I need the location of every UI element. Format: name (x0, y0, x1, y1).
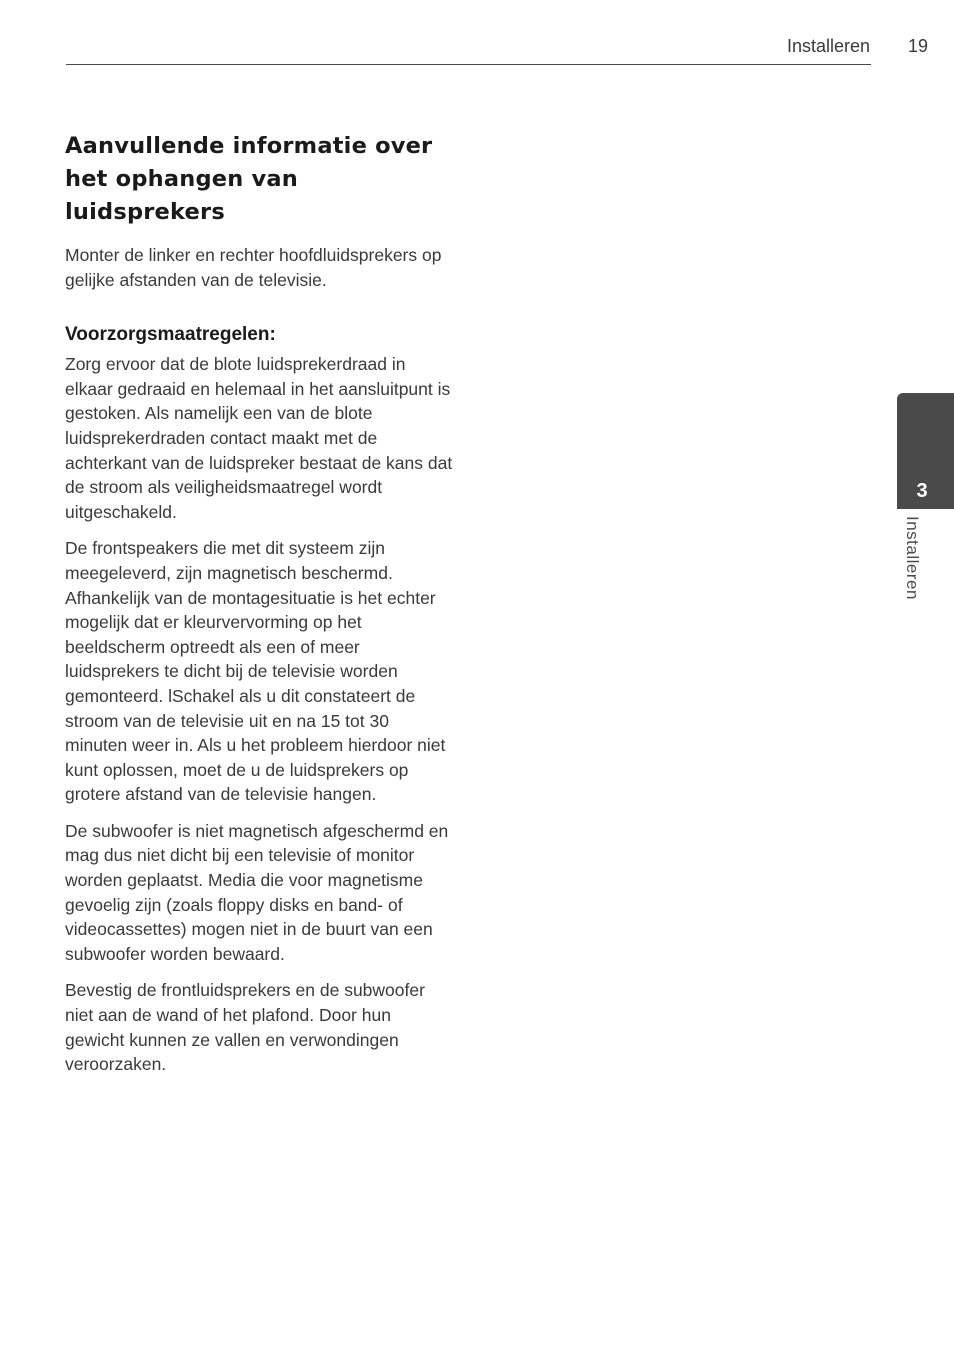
paragraph-mounting-warning: Bevestig de frontluidsprekers en de subwoofer niet aan de wand of het plafond. Door hun gewicht kunnen ze vallen en verwondingen veroorzaken. (65, 980, 425, 1075)
precautions-heading: Voorzorgsmaatregelen: (65, 324, 276, 346)
chapter-tab (897, 393, 954, 509)
page-number: 19 (908, 36, 929, 56)
chapter-number: 3 (916, 480, 928, 502)
chapter-label: Installeren (903, 516, 922, 600)
paragraph-speaker-wire: Zorg ervoor dat de blote luidsprekerdraad in elkaar gedraaid en helemaal in het aansluitpunt is gestoken. Als namelijk een van de blote luidsprekerdraden contact maakt met de achterkant van de luidspreker bestaat de kans dat de stroom als veiligheidsmaatregel wordt uitgeschakeld. (65, 354, 453, 522)
main-content (65, 130, 455, 1089)
header-divider (66, 64, 871, 65)
section-title: Aanvullende informatie over het ophangen van luidsprekers (65, 133, 433, 225)
paragraph-subwoofer: De subwoofer is niet magnetisch afgeschermd en mag dus niet dicht bij een televisie of monitor worden geplaatst. Media die voor magnetisme gevoelig zijn (zoals floppy disks en band- of videocassettes) mogen niet in de buurt van een subwoofer worden bewaard. (65, 820, 449, 964)
header-section-title: Installeren (786, 36, 870, 56)
intro-paragraph: Monter de linker en rechter hoofdluidsprekers op gelijke afstanden van de televisie. (65, 245, 442, 290)
paragraph-magnetic-shielding: De frontspeakers die met dit systeem zijn meegeleverd, zijn magnetisch beschermd. Afhankelijk van de montagesituatie is het echter mogelijk dat er kleurvervorming op het beeldscherm optreedt als een of meer luidsprekers te dicht bij de televisie worden gemonteerd. lSchakel als u dit constateert de stroom van de televisie uit en na 15 tot 30 minuten weer in. Als u het probleem hierdoor niet kunt oplossen, moet de u de luidsprekers op grotere afstand van de televisie hangen. (65, 538, 446, 805)
